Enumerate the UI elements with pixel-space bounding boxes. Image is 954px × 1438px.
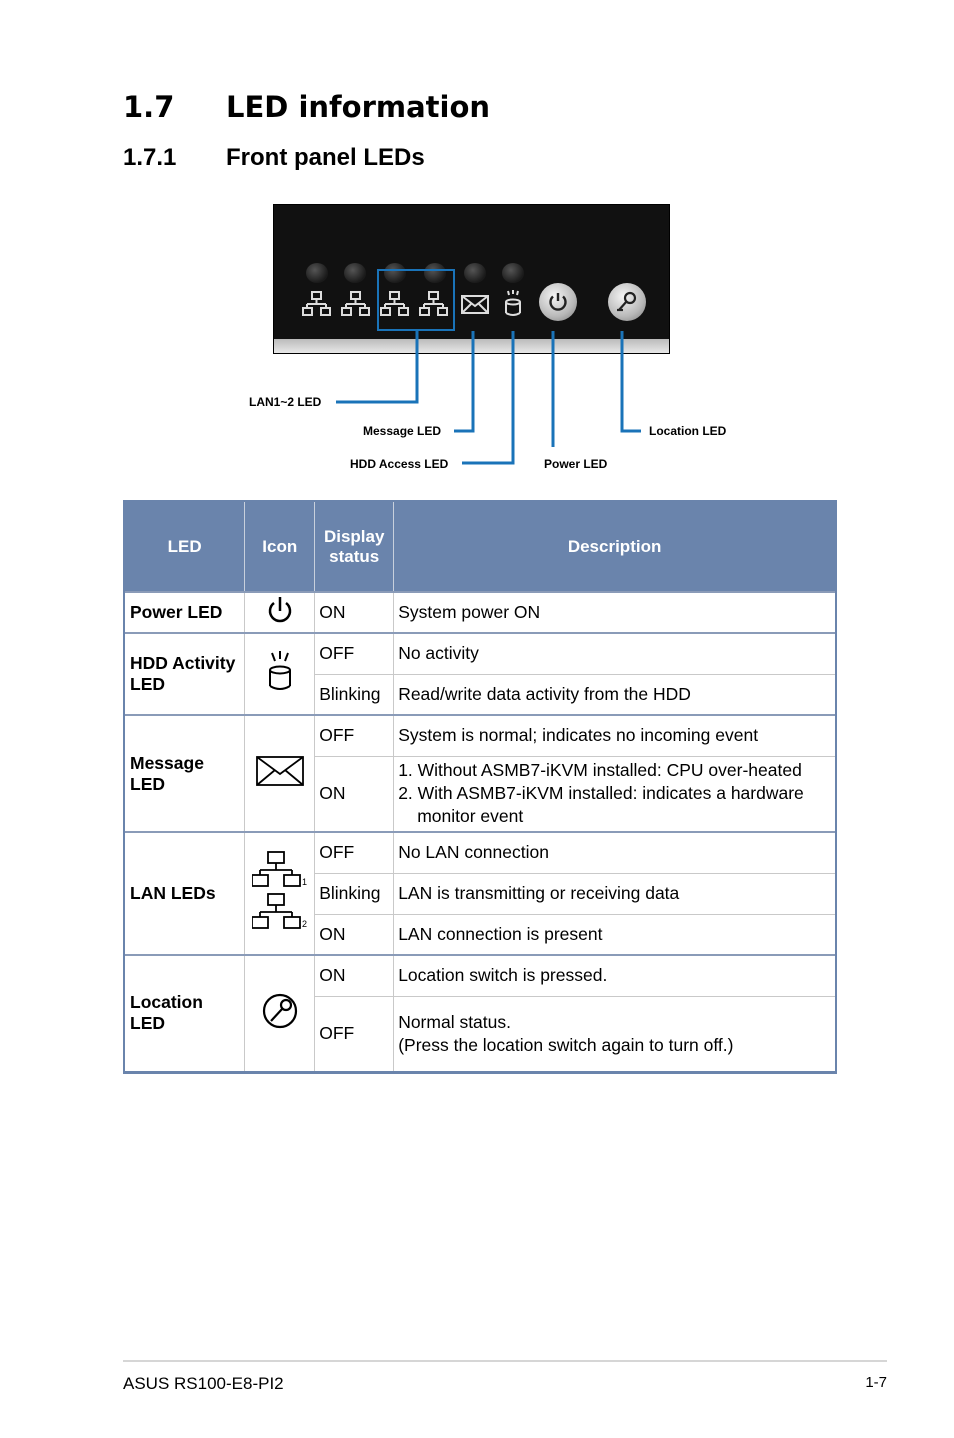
hdd-led bbox=[502, 263, 524, 283]
led-name-line2: LED bbox=[130, 674, 165, 694]
callout-hdd-label: HDD Access LED bbox=[350, 457, 449, 471]
envelope-icon bbox=[256, 756, 304, 786]
message-led bbox=[464, 263, 486, 283]
table-row bbox=[124, 832, 836, 873]
callout-lan-label: LAN1~2 LED bbox=[249, 395, 322, 409]
lan-led-1 bbox=[306, 263, 328, 283]
led-name-line2: LED bbox=[130, 773, 165, 794]
subsection-title: Front panel LEDs bbox=[226, 144, 425, 171]
subsection-number: 1.7.1 bbox=[123, 144, 177, 171]
power-button-image bbox=[539, 283, 577, 321]
description-cell: LAN is transmitting or receiving data bbox=[394, 873, 836, 914]
led-name-line1: HDD Activity bbox=[130, 653, 236, 673]
led-icon-cell bbox=[245, 832, 315, 955]
header-status-line1: Display bbox=[323, 526, 385, 546]
table-header-row bbox=[124, 501, 836, 592]
description-cell: No LAN connection bbox=[394, 832, 836, 873]
description-line: Normal status. bbox=[398, 1011, 511, 1032]
lan-subscript-2: 2 bbox=[301, 919, 307, 929]
hdd-activity-icon bbox=[265, 651, 295, 693]
panel-hdd-icon bbox=[498, 289, 528, 319]
callout-power-label: Power LED bbox=[544, 457, 608, 471]
callout-location-label: Location LED bbox=[649, 424, 727, 438]
led-icon-cell bbox=[245, 715, 315, 832]
led-name-location: Location LED bbox=[124, 955, 245, 1072]
table-row bbox=[124, 633, 836, 674]
section-heading bbox=[123, 90, 490, 124]
lan-highlight-box bbox=[377, 269, 455, 331]
section-title: LED information bbox=[226, 90, 491, 124]
status-cell: ON bbox=[315, 955, 394, 996]
status-cell: OFF bbox=[315, 633, 394, 674]
led-table bbox=[123, 500, 837, 1074]
location-button-image bbox=[608, 283, 646, 321]
panel-network-icon bbox=[302, 289, 332, 319]
panel-network-icon bbox=[341, 289, 371, 319]
description-line: (Press the location switch again to turn off.) bbox=[398, 1034, 734, 1055]
lan-led-2 bbox=[344, 263, 366, 283]
power-icon bbox=[266, 595, 294, 625]
led-name-hdd bbox=[124, 633, 245, 715]
description-cell: Location switch is pressed. bbox=[394, 955, 836, 996]
description-cell: Read/write data activity from the HDD bbox=[394, 674, 836, 715]
table-row bbox=[124, 955, 836, 996]
callout-message-label: Message LED bbox=[363, 424, 442, 438]
status-cell: OFF bbox=[315, 832, 394, 873]
network-icon bbox=[252, 849, 308, 933]
header-icon: Icon bbox=[245, 501, 315, 592]
front-panel-image bbox=[273, 204, 670, 354]
location-icon bbox=[261, 991, 299, 1031]
description-cell: System is normal; indicates no incoming event bbox=[394, 715, 836, 756]
description-cell bbox=[394, 996, 836, 1072]
led-icon-cell bbox=[245, 955, 315, 1072]
section-number: 1.7 bbox=[123, 90, 175, 124]
status-cell: ON bbox=[315, 756, 394, 832]
led-name-power: Power LED bbox=[124, 592, 245, 633]
description-cell: No activity bbox=[394, 633, 836, 674]
description-cell: System power ON bbox=[394, 592, 836, 633]
status-cell: Blinking bbox=[315, 674, 394, 715]
table-row bbox=[124, 715, 836, 756]
led-icon-cell bbox=[245, 633, 315, 715]
description-line: 2. With ASMB7-iKVM installed: indicates a hardware bbox=[398, 783, 804, 804]
header-status-line2: status bbox=[329, 546, 380, 566]
footer-divider bbox=[123, 1360, 887, 1362]
footer-page-number: 1-7 bbox=[865, 1374, 887, 1391]
panel-envelope-icon bbox=[460, 289, 490, 319]
lan-subscript-1: 1 bbox=[301, 877, 307, 887]
footer-model: ASUS RS100-E8-PI2 bbox=[123, 1374, 284, 1393]
status-cell: OFF bbox=[315, 715, 394, 756]
status-cell: OFF bbox=[315, 996, 394, 1072]
table-row bbox=[124, 592, 836, 633]
led-name-line1: Message bbox=[130, 752, 204, 773]
header-led: LED bbox=[124, 501, 245, 592]
subsection-heading bbox=[123, 144, 425, 172]
header-description: Description bbox=[394, 501, 836, 592]
panel-bezel bbox=[274, 339, 669, 353]
status-cell: Blinking bbox=[315, 873, 394, 914]
description-cell bbox=[394, 756, 836, 832]
description-cell: LAN connection is present bbox=[394, 914, 836, 955]
description-line: monitor event bbox=[417, 806, 524, 827]
header-display-status bbox=[315, 501, 394, 592]
status-cell: ON bbox=[315, 914, 394, 955]
led-icon-cell bbox=[245, 592, 315, 633]
led-name-message bbox=[124, 715, 245, 832]
led-name-lan: LAN LEDs bbox=[124, 832, 245, 955]
description-line: 1. Without ASMB7-iKVM installed: CPU over-heated bbox=[398, 760, 802, 781]
status-cell: ON bbox=[315, 592, 394, 633]
